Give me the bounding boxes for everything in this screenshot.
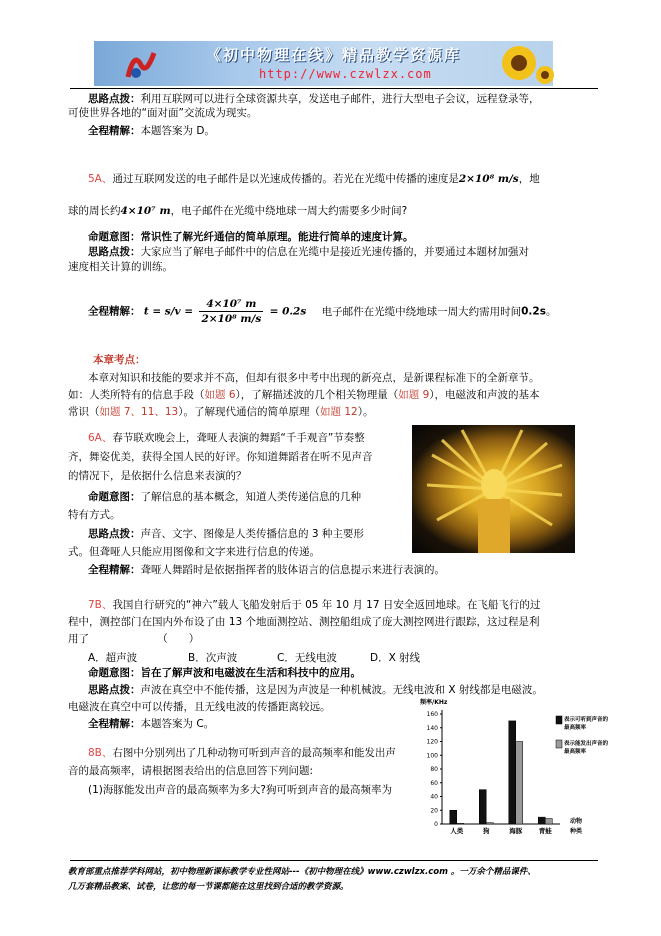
q5-answer: 全程精解： t = s/v = $\frac{\text{4×10⁷ m}}{\text{2×10⁸ m/s}}$ = 0.2s 电子邮件在光缆中绕地球一周大约需用时间0.2s。 xyxy=(88,298,557,325)
q6-intent: 命题意图：了解信息的基本概念，知道人类传递信息的几种 xyxy=(88,491,361,503)
chart-xaxis-title: 动物 xyxy=(570,818,583,825)
chart-ytick-label: 40 xyxy=(430,793,438,801)
q7-hint: 思路点拨：声波在真空中不能传播，这是因为声波是一种机械波。无线电波和 X 射线都是电磁波。 xyxy=(88,684,543,696)
frequency-bar-chart xyxy=(420,696,609,844)
chart-ytick-label: 0 xyxy=(434,821,438,828)
q5-line1: 5A、通过互联网发送的电子邮件是以光速成传播的。若光在光缆中传播的速度是2×10⁸ m/s，地 xyxy=(88,173,540,185)
chart-bar-青蛙-0 xyxy=(538,817,545,824)
q7-option-b: B．次声波 xyxy=(188,652,238,664)
chart-bar-青蛙-1 xyxy=(545,819,552,825)
chart-ytick-label: 100 xyxy=(426,752,438,760)
q6-line2: 齐，舞姿优美，获得全国人民的好评。你知道舞蹈者在听不见声音 xyxy=(68,451,373,463)
chart-ylabel: 频率/KHz xyxy=(420,699,448,706)
header-banner xyxy=(94,41,553,86)
chart-ytick-label: 120 xyxy=(426,738,438,746)
q7-option-c: C．无线电波 xyxy=(277,652,337,664)
chapter-line2: 如：人类所特有的信息手段（如题 6），了解描述波的几个相关物理量（如题 9），电磁波和声波的基本 xyxy=(68,389,540,401)
sunflower-icon xyxy=(489,41,553,86)
chapter-line1: 本章对知识和技能的要求并不高，但却有很多中考中出现的新亮点，是新课程标准下的全新章节。 xyxy=(88,372,540,384)
chart-legend-label: 表示能发出声音的 xyxy=(564,741,609,747)
q7-option-d: D．X 射线 xyxy=(370,652,421,664)
q6-intent-cont: 特有方式。 xyxy=(68,509,121,521)
chart-ytick-label: 60 xyxy=(430,779,438,787)
formula-fraction: $\frac{\text{4×10⁷ m}}{\text{2×10⁸ m/s}}$ xyxy=(201,298,262,325)
chart-legend-label: 表示可听到声音的 xyxy=(564,717,609,723)
chart-legend-swatch xyxy=(556,740,562,748)
q6-line1: 6A、春节联欢晚会上，聋哑人表演的舞蹈“千手观音”节奏整 xyxy=(88,432,365,444)
chart-category-label: 狗 xyxy=(483,827,490,835)
chart-ytick-label: 20 xyxy=(430,807,438,815)
q7-option-a: A．超声波 xyxy=(88,652,138,664)
q7-line2: 程中，测控部门在国内外布设了由 13 个地面测控站、测控船组成了庞大测控网进行跟踪，这过程是利 xyxy=(68,616,540,628)
q7-intent: 命题意图：旨在了解声波和电磁波在生活和科技中的应用。 xyxy=(88,667,361,679)
chart-bar-人类-1 xyxy=(457,823,464,824)
chart-legend-swatch xyxy=(556,716,562,724)
q8-line2: 音的最高频率，请根据图表给出的信息回答下列问题: xyxy=(68,765,314,777)
q7-line1: 7B、我国自行研究的“神六”载人飞船发射后于 05 年 10 月 17 日安全返回地球。在飞船飞行的过 xyxy=(88,599,541,611)
q5-hint: 思路点拨：大家应当了解电子邮件中的信息在光缆中是接近光速传播的，并要通过本题材加强对 xyxy=(88,246,529,258)
chart-xaxis-title-2: 种类 xyxy=(570,828,583,835)
q4-hint: 思路点拨：利用互联网可以进行全球资源共享，发送电子邮件，进行大型电子会议，远程登录等， xyxy=(88,93,540,105)
q6-answer: 全程精解：聋哑人舞蹈时是依据指挥者的肢体语言的信息提示来进行表演的。 xyxy=(88,564,445,576)
q5-hint-cont: 速度相关计算的训练。 xyxy=(68,261,173,273)
chart-legend-label-2: 最高频率 xyxy=(564,749,587,755)
header-divider xyxy=(70,88,598,89)
footer-divider xyxy=(70,860,598,861)
q7-answer: 全程精解：本题答案为 C。 xyxy=(88,718,215,730)
speed-value: 2×10⁸ m/s xyxy=(458,173,519,185)
chart-ytick-label: 140 xyxy=(426,724,438,732)
chart-category-label: 人类 xyxy=(450,827,464,835)
chart-bar-狗-0 xyxy=(479,790,486,824)
chart-category-label: 青蛙 xyxy=(538,827,552,835)
q5-intent: 命题意图：常识性了解光纤通信的简单原理。能进行简单的速度计算。 xyxy=(88,231,414,243)
q8-line3: (1)海豚能发出声音的最高频率为多大?狗可听到声音的最高频率为 xyxy=(88,784,392,796)
q8-line1: 8B、右图中分别列出了几种动物可听到声音的最高频率和能发出声 xyxy=(88,747,396,759)
header-url[interactable]: http://www.czwlzx.com xyxy=(259,67,432,81)
q6-hint: 思路点拨：声音、文字、图像是人类传播信息的 3 种主要形 xyxy=(88,528,364,540)
q6-hint-cont: 式。但聋哑人只能应用图像和文字来进行信息的传递。 xyxy=(68,546,320,558)
chapter-line3: 常识（如题 7、11、13）。了解现代通信的简单原理（如题 12）。 xyxy=(68,406,374,418)
footer-line2: 几万套精品教案、试卷，让您的每一节课都能在这里找到合适的教学资源。 xyxy=(68,882,349,892)
chart-ytick-label: 160 xyxy=(426,711,438,718)
logo-icon xyxy=(124,47,158,81)
q5-number: 5A、 xyxy=(88,173,113,185)
chart-legend-label-2: 最高频率 xyxy=(564,725,587,731)
q5-line2: 球的周长约4×10⁷ m，电子邮件在光缆中绕地球一周大约需要多少时间? xyxy=(68,205,408,217)
q7-line3: 用了 （ ） xyxy=(68,633,200,645)
q4-answer: 全程精解：本题答案为 D。 xyxy=(88,125,215,137)
thousand-hand-guanyin-photo xyxy=(412,425,575,553)
q6-line3: 的情况下，是依据什么信息来表演的？ xyxy=(68,470,247,482)
q4-hint-cont: 可使世界各地的“面对面”交流成为现实。 xyxy=(68,107,258,119)
chart-bar-海豚-0 xyxy=(509,721,516,824)
chart-bar-狗-1 xyxy=(486,823,493,824)
chart-category-label: 海豚 xyxy=(509,827,523,835)
chapter-heading: 本章考点： xyxy=(93,354,146,366)
footer-line1: 教育部重点推荐学科网站，初中物理新课标教学专业性网站---《初中物理在线》www.czwlzx.com 。一万余个精品课件、 xyxy=(68,867,536,877)
dancer-figure-icon xyxy=(412,425,575,553)
circumference-value: 4×10⁷ m xyxy=(120,205,171,217)
chart-bar-海豚-1 xyxy=(516,742,523,825)
chart-ytick-label: 80 xyxy=(430,766,438,773)
q7-hint-cont: 电磁波在真空中可以传播，且无线电波的传播距离较远。 xyxy=(68,701,331,713)
header-title: 《初中物理在线》精品教学资源库 xyxy=(206,46,462,64)
formula-lhs: t = s/v = xyxy=(143,305,194,318)
chart-bar-人类-0 xyxy=(450,810,457,824)
